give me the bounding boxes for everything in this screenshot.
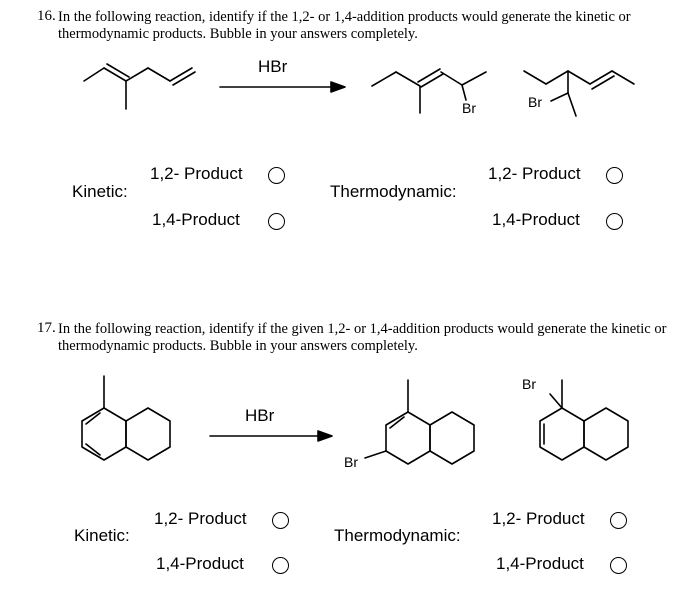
q17-number: 17.: [37, 320, 56, 336]
q17-kinetic-label: Kinetic:: [74, 526, 130, 545]
q16-question-line2: thermodynamic products. Bubble in your answers completely.: [58, 26, 418, 42]
q16-thermodynamic-option-14-bubble[interactable]: [606, 213, 623, 230]
q16-question-line1: In the following reaction, identify if the 1,2- or 1,4-addition products would generate the kinetic or: [58, 9, 631, 25]
q17-product-2-bromine: Br: [522, 376, 536, 392]
q16-kinetic-option-14-label: 1,4-Product: [152, 210, 240, 229]
q16-thermodynamic-option-12-label: 1,2- Product: [488, 164, 581, 183]
q17-kinetic-option-12-label: 1,2- Product: [154, 509, 247, 528]
q17-product-1-structure: [365, 380, 474, 464]
q17-kinetic-option-12-bubble[interactable]: [272, 512, 289, 529]
q16-kinetic-option-12-bubble[interactable]: [268, 167, 285, 184]
q17-product-1-bromine: Br: [344, 454, 358, 470]
q16-thermodynamic-option-12-bubble[interactable]: [606, 167, 623, 184]
q16-reagent-label: HBr: [258, 57, 288, 76]
q16-number: 16.: [37, 8, 56, 24]
q16-product-1-bromine: Br: [462, 100, 476, 116]
q17-question-line1: In the following reaction, identify if the given 1,2- or 1,4-addition products would generate the kinetic or: [58, 321, 667, 337]
q16-thermodynamic-option-14-label: 1,4-Product: [492, 210, 580, 229]
q17-kinetic-option-14-bubble[interactable]: [272, 557, 289, 574]
q16-product-2-bromine: Br: [528, 94, 542, 110]
q16-thermodynamic-label: Thermodynamic:: [330, 182, 457, 201]
q16-kinetic-option-12-label: 1,2- Product: [150, 164, 243, 183]
q16-reactant-structure: [84, 64, 195, 109]
q16-kinetic-option-14-bubble[interactable]: [268, 213, 285, 230]
q17-thermodynamic-option-14-bubble[interactable]: [610, 557, 627, 574]
q17-thermodynamic-option-14-label: 1,4-Product: [496, 554, 584, 573]
q17-thermodynamic-option-12-bubble[interactable]: [610, 512, 627, 529]
q17-reaction-arrow: [210, 431, 332, 441]
q17-thermodynamic-option-12-label: 1,2- Product: [492, 509, 585, 528]
q17-kinetic-option-14-label: 1,4-Product: [156, 554, 244, 573]
q16-reaction-arrow: [220, 82, 345, 92]
q17-product-2-structure: [540, 380, 628, 460]
q17-reactant-structure: [82, 376, 170, 460]
q17-question-line2: thermodynamic products. Bubble in your answers completely.: [58, 338, 418, 354]
q17-reagent-label: HBr: [245, 406, 275, 425]
q16-kinetic-label: Kinetic:: [72, 182, 128, 201]
q17-thermodynamic-label: Thermodynamic:: [334, 526, 461, 545]
